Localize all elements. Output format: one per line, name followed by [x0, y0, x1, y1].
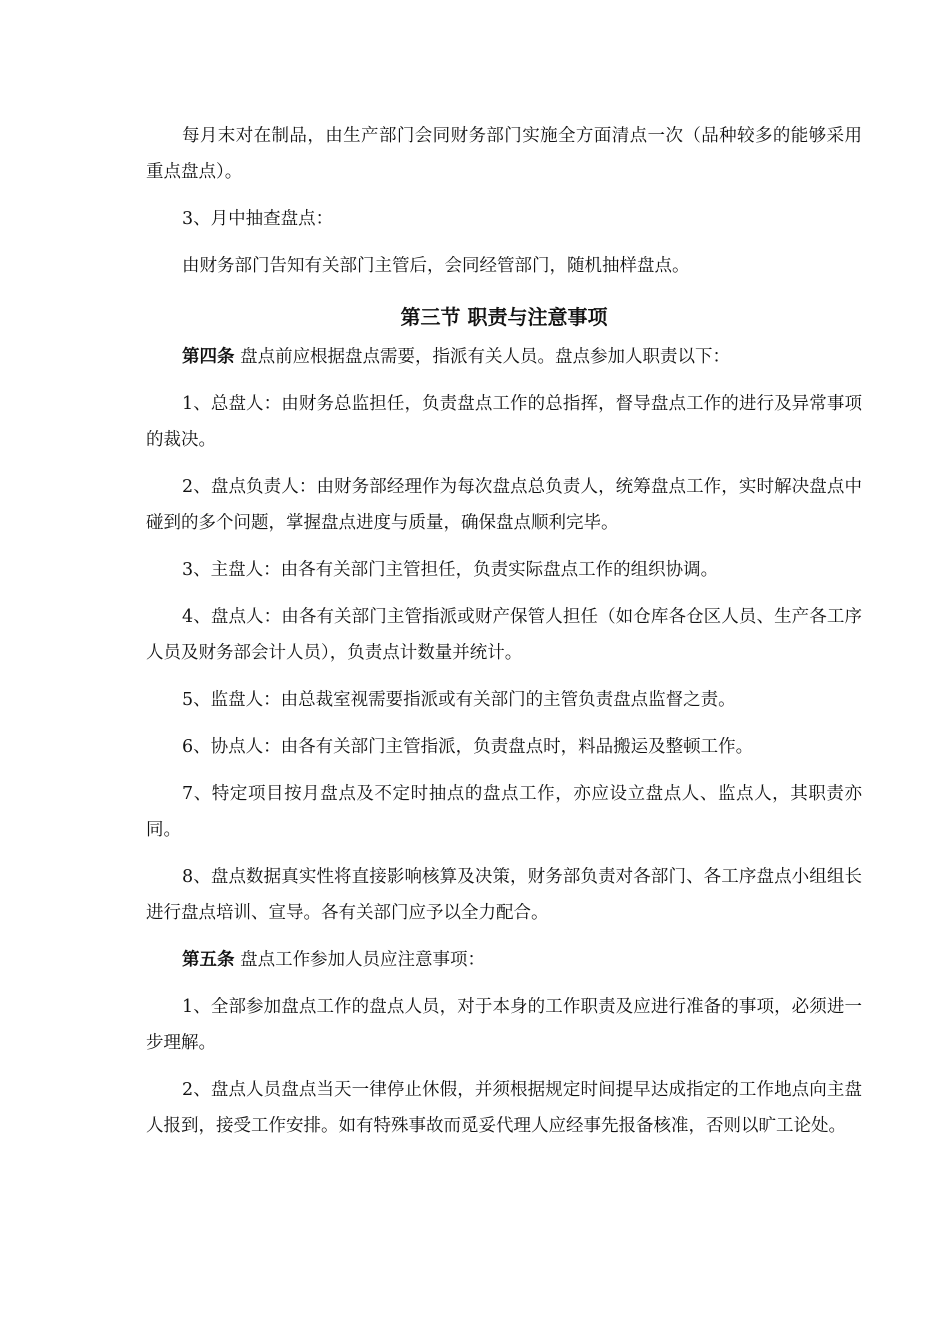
article-4-item: 6、协点人：由各有关部门主管指派，负责盘点时，料品搬运及整顿工作。 — [182, 737, 754, 757]
article-5-item: 2、盘点人员盘点当天一律停止休假，并须根据规定时间提早达成指定的工作地点向主盘人报到，接受工作安排。如有特殊事故而觅妥代理人应经事先报备核准，否则以旷工论处。 — [146, 1080, 862, 1136]
article-4-item: 5、监盘人：由总裁室视需要指派或有关部门的主管负责盘点监督之责。 — [182, 690, 736, 710]
article-4-text: 盘点前应根据盘点需要，指派有关人员。盘点参加人职责以下： — [234, 347, 731, 367]
section-title: 第三节 职责与注意事项 — [400, 305, 608, 329]
article-4-item: 4、盘点人：由各有关部门主管指派或财产保管人担任（如仓库各仓区人员、生产各工序人员及财务部会计人员），负责点计数量并统计。 — [146, 607, 862, 663]
article-4-item: 7、特定项目按月盘点及不定时抽点的盘点工作，亦应设立盘点人、监点人，其职责亦同。 — [146, 784, 862, 840]
article-5-text: 盘点工作参加人员应注意事项： — [234, 950, 486, 970]
article-5-label: 第五条 — [182, 950, 235, 970]
article-4-label: 第四条 — [182, 347, 235, 367]
paragraph-wip-count: 每月末对在制品，由生产部门会同财务部门实施全方面清点一次（品种较多的能够采用重点盘点）。 — [146, 126, 862, 182]
article-5 — [146, 942, 862, 978]
document-body — [146, 118, 862, 1144]
article-5-item: 1、全部参加盘点工作的盘点人员，对于本身的工作职责及应进行准备的事项，必须进一步理解。 — [146, 997, 862, 1053]
article-4-item: 3、主盘人：由各有关部门主管担任，负责实际盘点工作的组织协调。 — [182, 560, 719, 580]
paragraph-midmonth-desc: 由财务部门告知有关部门主管后，会同经管部门，随机抽样盘点。 — [182, 256, 690, 276]
article-4-item: 2、盘点负责人：由财务部经理作为每次盘点总负责人，统筹盘点工作，实时解决盘点中碰到的多个问题，掌握盘点进度与质量，确保盘点顺利完毕。 — [146, 477, 862, 533]
article-4-item: 8、盘点数据真实性将直接影响核算及决策，财务部负责对各部门、各工序盘点小组组长进行盘点培训、宣导。各有关部门应予以全力配合。 — [146, 867, 862, 923]
article-4 — [146, 339, 862, 375]
article-4-item: 1、总盘人：由财务总监担任，负责盘点工作的总指挥，督导盘点工作的进行及异常事项的裁决。 — [146, 394, 862, 450]
paragraph-midmonth-heading: 3、月中抽查盘点： — [182, 209, 334, 229]
